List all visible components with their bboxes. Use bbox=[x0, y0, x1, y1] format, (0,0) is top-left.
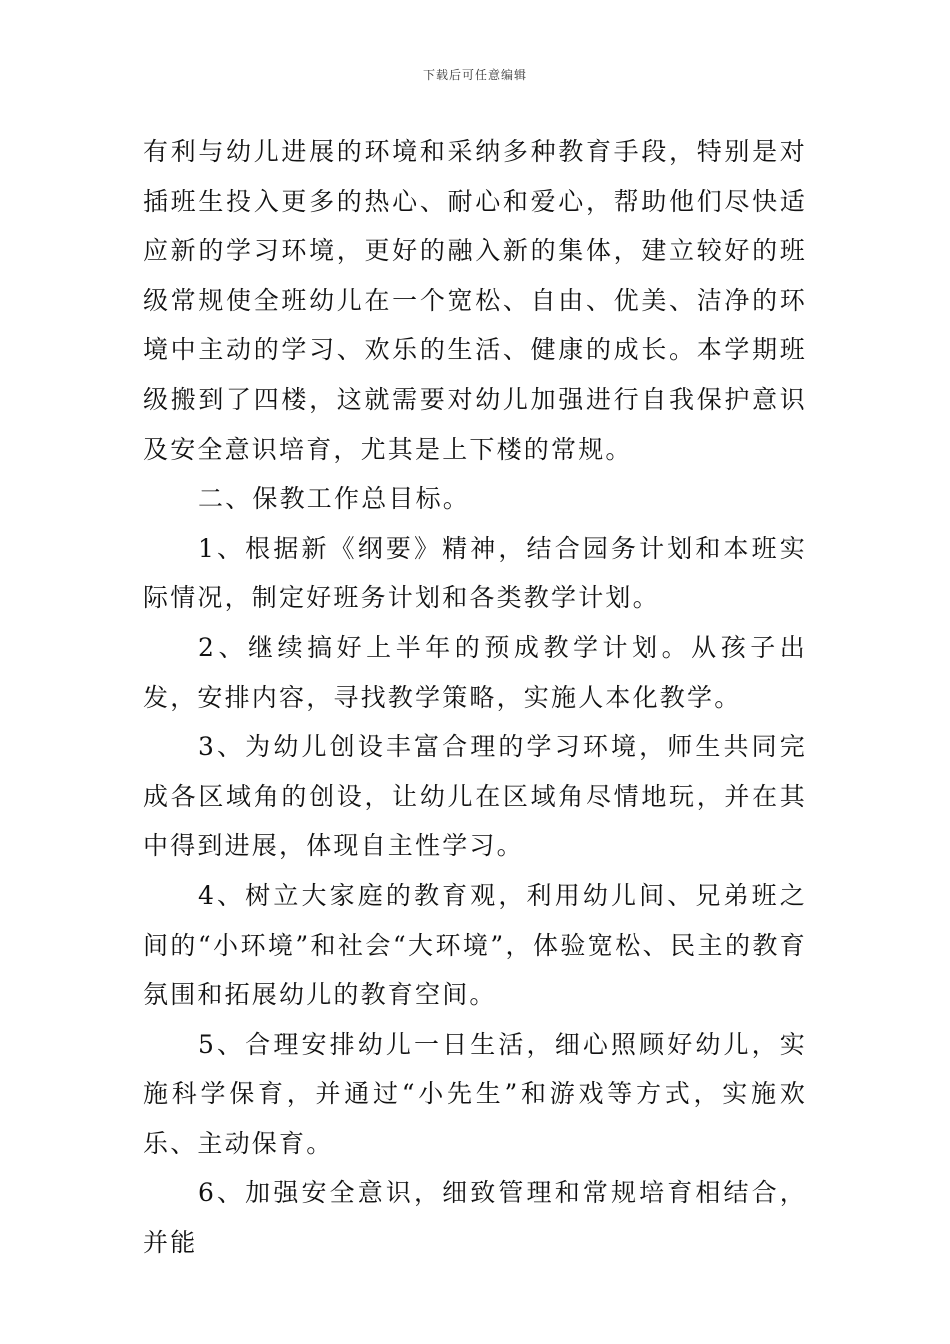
section-heading-goals: 二、保教工作总目标。 bbox=[198, 484, 471, 514]
document-body bbox=[143, 127, 807, 1268]
paragraph-continuation: 有利与幼儿进展的环境和采纳多种教育手段，特别是对插班生投入更多的热心、耐心和爱心，帮助他们尽快适应新的学习环境，更好的融入新的集体，建立较好的班级常规使全班幼儿在一个宽松、自由、优美、洁净的环境中主动的学习、欢乐的生活、健康的成长。本学期班级搬到了四楼，这就需要对幼儿加强进行自我保护意识及安全意识培育，尤其是上下楼的常规。 bbox=[143, 137, 807, 464]
list-item-2: 2、继续搞好上半年的预成教学计划。从孩子出发，安排内容，寻找教学策略，实施人本化教学。 bbox=[143, 632, 807, 712]
list-item-5: 5、合理安排幼儿一日生活，细心照顾好幼儿，实施科学保育，并通过“小先生”和游戏等方式，实施欢乐、主动保育。 bbox=[143, 1029, 807, 1158]
list-item-6: 6、加强安全意识，细致管理和常规培育相结合，并能 bbox=[143, 1178, 807, 1258]
list-item-4: 4、树立大家庭的教育观，利用幼儿间、兄弟班之间的“小环境”和社会“大环境”，体验宽松、民主的教育氛围和拓展幼儿的教育空间。 bbox=[143, 880, 807, 1010]
page-header-note: 下载后可任意编辑 bbox=[422, 68, 527, 82]
list-item-1: 1、根据新《纲要》精神，结合园务计划和本班实际情况，制定好班务计划和各类教学计划。 bbox=[143, 533, 807, 613]
list-item-3: 3、为幼儿创设丰富合理的学习环境，师生共同完成各区域角的创设，让幼儿在区域角尽情地玩，并在其中得到进展，体现自主性学习。 bbox=[143, 732, 807, 861]
